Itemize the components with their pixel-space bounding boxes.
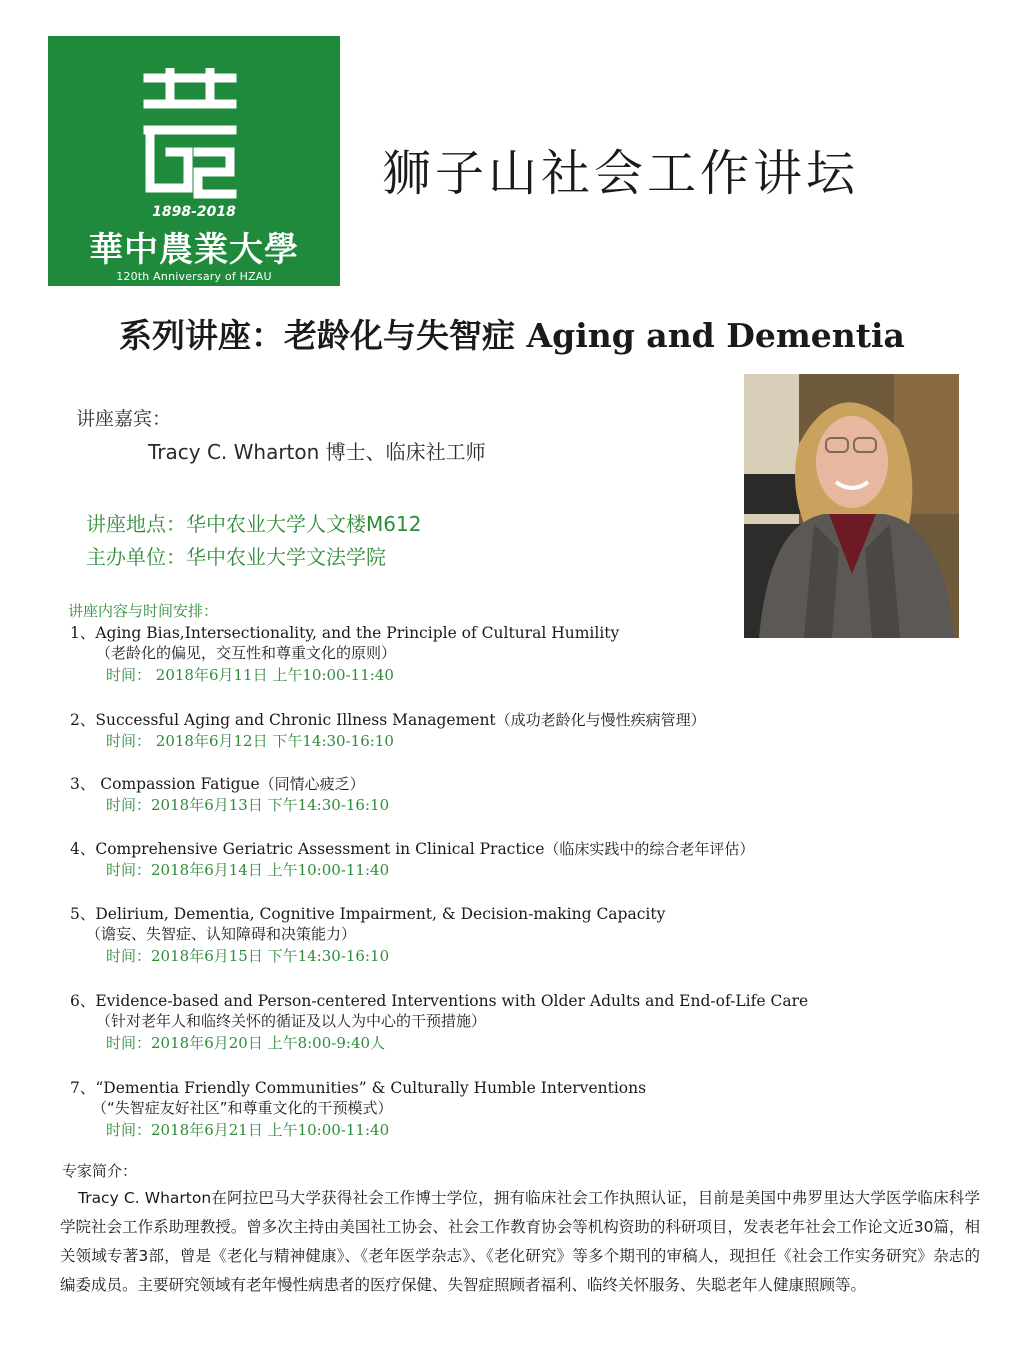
bio-text: Tracy C. Wharton在阿拉巴马大学获得社会工作博士学位，拥有临床社会工作执照认证，目前是美国中弗罗里达大学医学临床科学学院社会工作系助理教授。曾多次主持由美国社工协会、社会工作教育协会等机构资助的科研项目，发表老年社会工作论文近30篇，相关领域专著3部，曾是《老化与精神健康》、《老年医学杂志》、《老化研究》等多个期刊的审稿人，现担任《社会工作实务研究》杂志的编委成员。主要研究领域有老年慢性病患者的医疗保健、失智症照顾者福利、临终关怀服务、失聪老年人健康照顾等。 bbox=[60, 1189, 980, 1294]
page-title: 狮子山社会工作讲坛 bbox=[382, 145, 860, 202]
schedule-item-6-time bbox=[106, 1032, 385, 1053]
university-logo bbox=[48, 36, 340, 286]
time-prefix: 时间： bbox=[106, 796, 152, 814]
time-value: 2018年6月12日 下午14:30-16:10 bbox=[155, 732, 394, 750]
schedule-item-7-title: 7、“Dementia Friendly Communities” & Culturally Humble Interventions bbox=[70, 1079, 647, 1097]
time-value: 2018年6月21日 上午10:00-11:40 bbox=[151, 1121, 390, 1139]
bio-label: 专家简介： bbox=[62, 1162, 138, 1180]
time-prefix: 时间： bbox=[106, 1121, 152, 1139]
item-title-cn: （同情心疲乏） bbox=[259, 775, 365, 793]
logo-university-name: 華中農業大學 bbox=[89, 230, 299, 270]
schedule-item-1-time bbox=[106, 664, 394, 685]
time-prefix: 时间： bbox=[106, 666, 152, 684]
time-prefix: 时间： bbox=[106, 1034, 152, 1052]
item-title-en: 4、Comprehensive Geriatric Assessment in Clinical Practice bbox=[70, 840, 545, 858]
schedule-item-7-time bbox=[106, 1119, 389, 1140]
time-value: 2018年6月11日 上午10:00-11:40 bbox=[155, 666, 394, 684]
schedule-item-1-cn: （老龄化的偏见，交互性和尊重文化的原则） bbox=[96, 644, 397, 662]
schedule-item-3-time bbox=[106, 794, 389, 815]
time-prefix: 时间： bbox=[106, 861, 152, 879]
logo-years: 1898-2018 bbox=[152, 204, 236, 220]
schedule-item-6-title: 6、Evidence-based and Person-centered Interventions with Older Adults and End-of-Life Care bbox=[70, 992, 809, 1010]
schedule-item-3-title bbox=[70, 772, 365, 794]
schedule-item-2-time bbox=[106, 730, 394, 751]
speaker-portrait-icon bbox=[744, 374, 959, 638]
time-value: 2018年6月20日 上午8:00-9:40人 bbox=[151, 1034, 386, 1052]
lecture-location: 讲座地点：华中农业大学人文楼M612 bbox=[86, 512, 422, 536]
schedule-item-1-title: 1、Aging Bias,Intersectionality, and the Principle of Cultural Humility bbox=[70, 624, 620, 642]
schedule-item-5-time bbox=[106, 945, 389, 966]
item-title-en: 2、Successful Aging and Chronic Illness Management bbox=[70, 711, 496, 729]
lecture-series-subtitle: 系列讲座：老龄化与失智症 Aging and Dementia bbox=[119, 316, 905, 355]
schedule-item-7-cn: （“失智症友好社区”和尊重文化的干预模式） bbox=[92, 1099, 393, 1117]
time-value: 2018年6月13日 下午14:30-16:10 bbox=[151, 796, 390, 814]
speaker-name: Tracy C. Wharton 博士、临床社工师 bbox=[148, 440, 486, 464]
hzau-emblem-icon bbox=[140, 68, 240, 200]
schedule-item-5-title: 5、Delirium, Dementia, Cognitive Impairment, & Decision-making Capacity bbox=[70, 905, 666, 923]
item-title-cn: （成功老龄化与慢性疾病管理） bbox=[495, 711, 706, 729]
time-prefix: 时间： bbox=[106, 947, 152, 965]
speaker-label: 讲座嘉宾： bbox=[76, 408, 172, 430]
time-value: 2018年6月14日 上午10:00-11:40 bbox=[151, 861, 390, 879]
item-title-cn: （临床实践中的综合老年评估） bbox=[544, 840, 755, 858]
schedule-item-4-time bbox=[106, 859, 389, 880]
logo-anniversary: 120th Anniversary of HZAU bbox=[116, 270, 272, 283]
speaker-photo bbox=[744, 374, 959, 638]
schedule-item-4-title bbox=[70, 837, 754, 859]
schedule-item-6-cn: （针对老年人和临终关怀的循证及以人为中心的干预措施） bbox=[96, 1012, 487, 1030]
schedule-label: 讲座内容与时间安排： bbox=[68, 602, 219, 620]
lecture-host: 主办单位：华中农业大学文法学院 bbox=[86, 545, 386, 569]
schedule-item-2-title bbox=[70, 708, 706, 730]
item-title-en: 3、 Compassion Fatigue bbox=[70, 775, 260, 793]
schedule-item-5-cn: （谵妄、失智症、认知障碍和决策能力） bbox=[86, 925, 357, 943]
time-prefix: 时间： bbox=[106, 732, 152, 750]
time-value: 2018年6月15日 下午14:30-16:10 bbox=[151, 947, 390, 965]
